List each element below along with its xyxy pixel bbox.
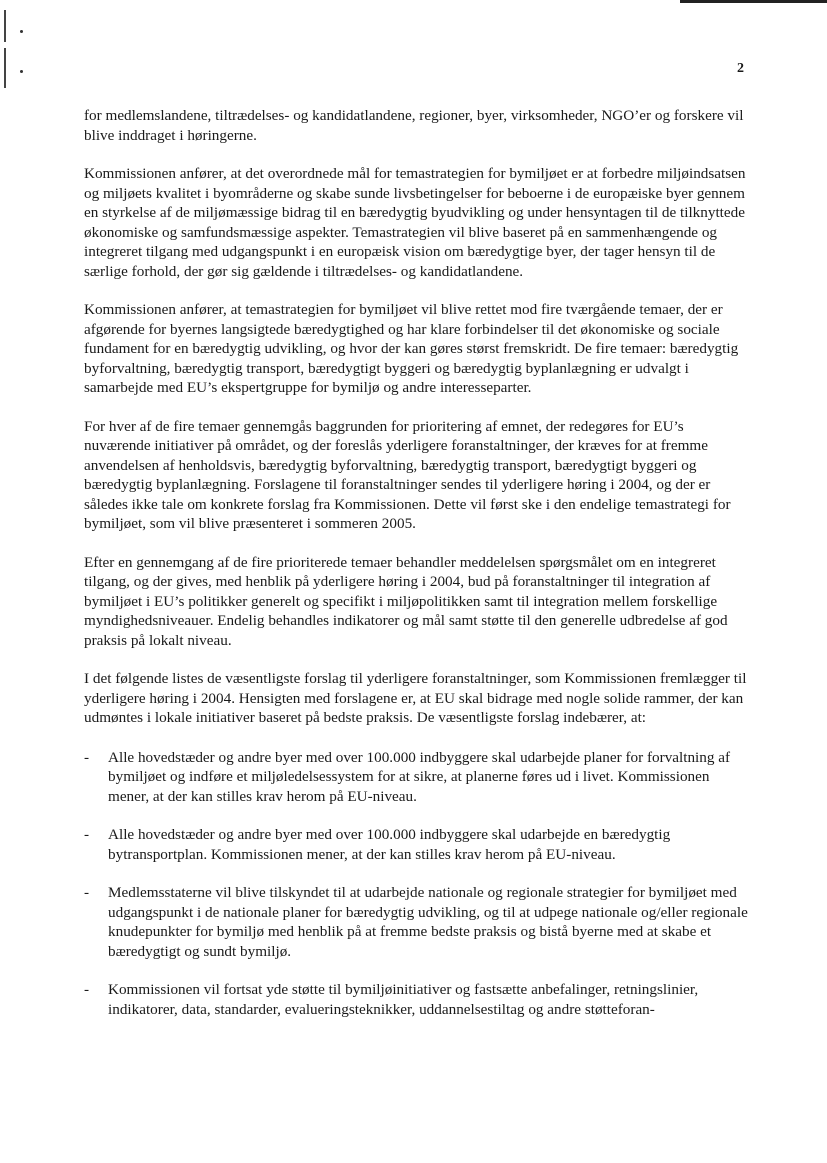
- list-item: [84, 748, 754, 807]
- paragraph-3: Kommissionen anfører, at temastrategien for bymiljøet vil blive rettet mod fire tværgående temaer, der er afgørende for byernes langsigtede bæredygtighed og har klare forbindelser til det økonomiske og sociale fundament for en bæredygtig udvikling, og hvor der kan gøres størst fremskridt. De fire temaer: bæredygtig byforvaltning, bæredygtig transport, bæredygtigt byggeri og bæredygtig byplanlægning er udvalgt i samarbejde med EU’s ekspertgruppe for bymiljø og andre interesseparter.: [84, 301, 739, 396]
- dash-marker: -: [84, 884, 90, 901]
- paragraph-2: Kommissionen anfører, at det overordnede mål for temastrategien for bymiljøet er at forbedre miljøindsatsen og miljøets kvalitet i byområderne og skabe sunde livsbetingelser for beboerne i de europæiske byer gennem en styrkelse af de miljømæssige bidrag til en bæredygtig byudvikling og under hensyntagen til de tilknyttede økonomiske og samfundsmæssige aspekter. Temastrategien vil blive baseret på en sammenhængende og integreret tilgang med udgangspunkt i en europæisk vision om bæredygtige byer, der tager hensyn til de særlige forhold, der gør sig gældende i tiltrædelses- og kandidatlandene.: [84, 165, 746, 280]
- paragraph-5: Efter en gennemgang af de fire prioriterede temaer behandler meddelelsen spørgsmålet om en integreret tilgang, og der gives, med henblik på yderligere høring i 2004, bud på foranstaltninger til integration af bymiljøet i EU’s politikker generelt og specifikt i miljøpolitikken samt til integration mellem forskellige myndighedsniveauer. Endelig behandles indikatorer og mål samt støtte til den generelle udbredelse af god praksis på lokalt niveau.: [84, 553, 728, 649]
- page-number: 2: [737, 61, 744, 76]
- list-item-text: Alle hovedstæder og andre byer med over 100.000 indbyggere skal udarbejde planer for forvaltning af bymiljøet og indføre et miljøledelsessystem for at sikre, at planerne føres ud i livet. Kommissionen mener, at der kan stilles krav herom på EU-niveau.: [108, 748, 731, 805]
- dash-marker: -: [84, 981, 90, 998]
- list-item-text: Kommissionen vil fortsat yde støtte til bymiljøinitiativer og fastsætte anbefalinger, retningslinier, indikatorer, data, standarder, evalueringsteknikker, uddannelsestiltag og andre støtteforan-: [108, 981, 699, 1018]
- list-item: [84, 980, 754, 1019]
- list-item-text: Medlemsstaterne vil blive tilskyndet til at udarbejde nationale og regionale strategier for bymiljøet med udgangspunkt i de nationale planer for bæredygtig udvikling, og til at udpege nationale og/eller regionale knudepunkter for bymiljø med henblik på at fremme bedste praksis og bistå byerne med at skabe et bæredygtigt og sundt bymiljø.: [108, 884, 748, 960]
- paragraph-4: For hver af de fire temaer gennemgås baggrunden for prioritering af emnet, der redegøres for EU’s nuværende initiativer på området, og der foreslås yderligere foranstaltninger, der kræves for at fremme anvendelsen af henholdsvis, bæredygtig byforvaltning, bæredygtig transport, bæredygtigt byggeri og bæredygtig byplanlægning. Forslagene til foranstaltninger sendes til yderligere høring i 2004, og der er således ikke tale om konkrete forslag fra Kommissionen. Dette vil først ske i den endelige temastrategi for bymiljøet, som vil blive præsenteret i sommeren 2005.: [84, 417, 731, 532]
- scan-speck: [20, 70, 23, 73]
- dash-marker: -: [84, 748, 90, 766]
- paragraph-6: I det følgende listes de væsentligste forslag til yderligere foranstaltninger, som Kommissionen fremlægger til yderligere høring i 2004. Hensigten med forslagene er, at EU skal bidrage med nogle solide rammer, der kan udmøntes i lokale initiativer baseret på bedste praksis. De væsentligste forslag indebærer, at:: [84, 670, 747, 726]
- list-item-text: Alle hovedstæder og andre byer med over 100.000 indbyggere skal udarbejde en bæredygtig bytransportplan. Kommissionen mener, at der kan stilles krav herom på EU-niveau.: [108, 826, 671, 863]
- dash-marker: -: [84, 826, 90, 843]
- paragraph-1: for medlemslandene, tiltrædelses- og kandidatlandene, regioner, byer, virksomheder, NGO’er og forskere vil blive inddraget i høringerne.: [84, 107, 744, 144]
- list-item: [84, 883, 754, 961]
- scan-edge-line: [680, 0, 827, 3]
- scan-speck: [20, 30, 23, 33]
- body-text: [84, 106, 754, 1038]
- scan-margin-mark: [4, 48, 6, 88]
- proposal-list: [84, 748, 754, 1020]
- list-item: [84, 825, 754, 864]
- scan-margin-mark: [4, 10, 6, 42]
